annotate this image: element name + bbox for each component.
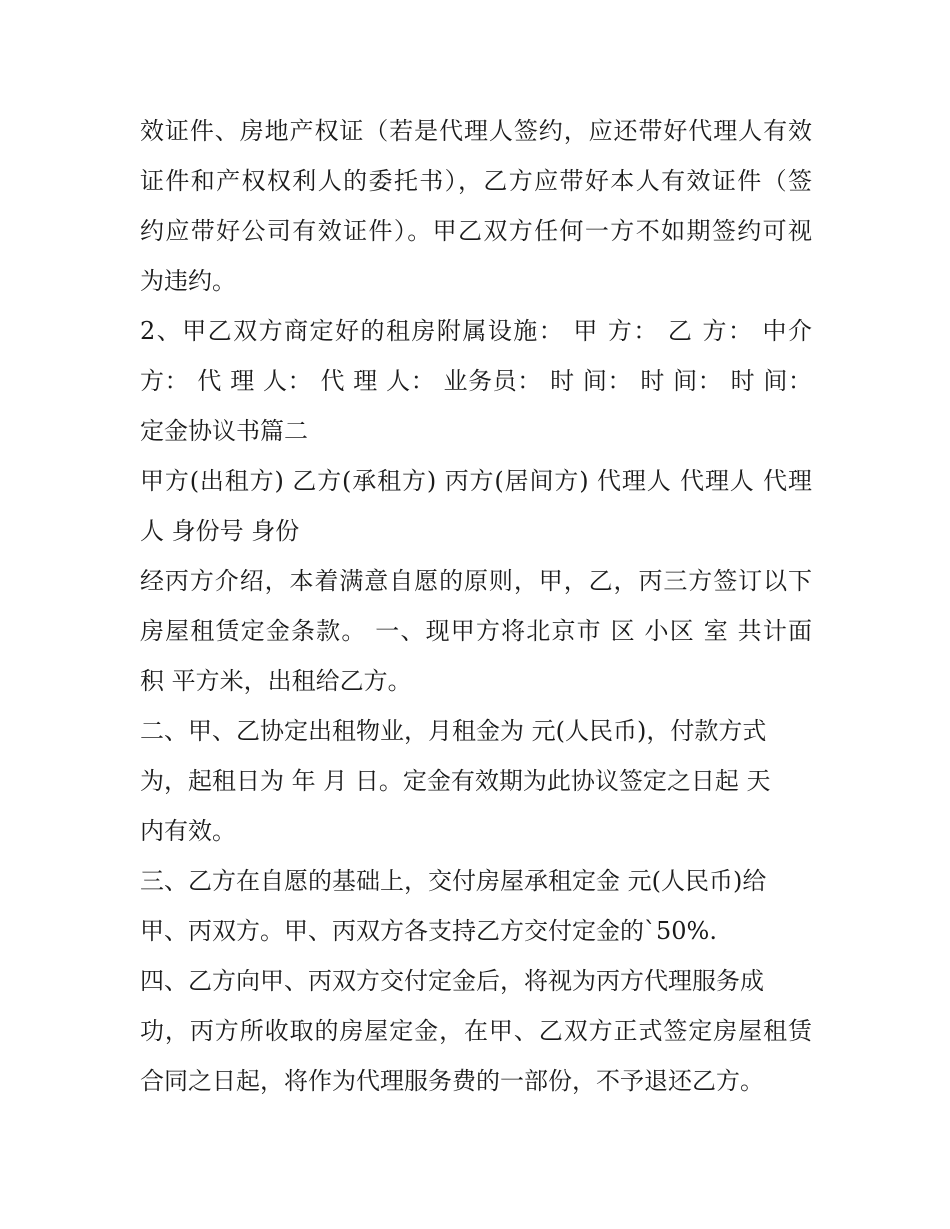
text-line: 甲方(出租方) 乙方(承租方) 丙方(居间方) 代理人 代理人 代理	[140, 467, 812, 495]
text-line: 房屋租赁定金条款。 一、现甲方将北京市 区 小区 室 共计面	[140, 617, 812, 645]
text-line: 经丙方介绍，本着满意自愿的原则，甲，乙，丙三方签订以下	[140, 567, 812, 595]
text-line: 二、甲、乙协定出租物业，月租金为 元(人民币)，付款方式	[140, 717, 767, 745]
text-line: 积 平方米，出租给乙方。	[140, 667, 412, 695]
text-line: 约应带好公司有效证件）。甲乙双方任何一方不如期签约可视	[140, 217, 812, 245]
text-line: 合同之日起，将作为代理服务费的一部份，不予退还乙方。	[140, 1067, 764, 1095]
text-line: 功，丙方所收取的房屋定金，在甲、乙双方正式签定房屋租赁	[140, 1017, 812, 1045]
text-line: 证件和产权权利人的委托书），乙方应带好本人有效证件（签	[140, 167, 812, 195]
text-line: 人 身份号 身份	[140, 517, 300, 545]
text-line: 四、乙方向甲、丙双方交付定金后，将视为丙方代理服务成	[140, 967, 764, 995]
text-line: 方： 代 理 人： 代 理 人： 业务员： 时 间： 时 间： 时 间：	[140, 367, 812, 395]
text-line: 甲、丙双方。甲、丙双方各支持乙方交付定金的`50%.	[140, 917, 717, 945]
section-heading: 定金协议书篇二	[140, 417, 308, 445]
text-line: 2、甲乙双方商定好的租房附属设施： 甲 方： 乙 方： 中介	[140, 317, 812, 345]
text-line: 三、乙方在自愿的基础上，交付房屋承租定金 元(人民币)给	[140, 867, 767, 895]
text-line: 效证件、房地产权证（若是代理人签约，应还带好代理人有效	[140, 117, 812, 145]
document-body	[140, 106, 812, 1106]
text-line: 内有效。	[140, 817, 236, 845]
text-line: 为，起租日为 年 月 日。定金有效期为此协议签定之日起 天	[140, 767, 771, 795]
text-line: 为违约。	[140, 267, 236, 295]
